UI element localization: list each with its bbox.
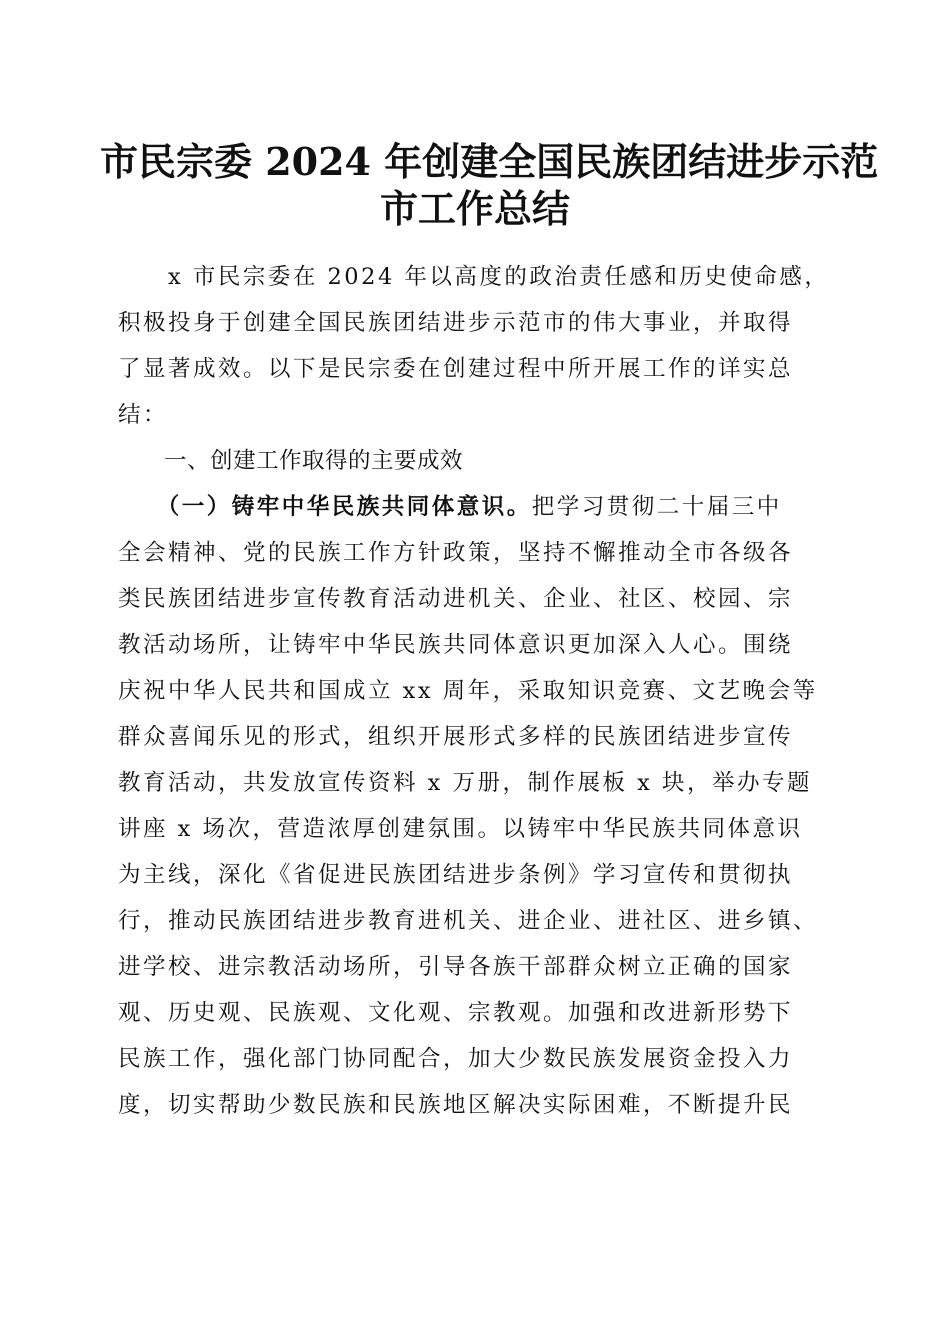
- body-line: 类民族团结进步宣传教育活动进机关、企业、社区、校园、宗: [118, 586, 794, 612]
- body-line: 行，推动民族团结进步教育进机关、进企业、进社区、进乡镇、: [118, 908, 819, 934]
- body-line: 教育活动，共发放宣传资料 x 万册，制作展板 x 块，举办专题: [118, 770, 812, 796]
- intro-line: 积极投身于创建全国民族团结进步示范市的伟大事业，并取得: [118, 310, 794, 336]
- body-line: 进学校、进宗教活动场所，引导各族干部群众树立正确的国家: [118, 954, 794, 980]
- body-line: 度，切实帮助少数民族和民族地区解决实际困难，不断提升民: [118, 1092, 794, 1118]
- body-line: 群众喜闻乐见的形式，组织开展形式多样的民族团结进步宣传: [118, 724, 794, 750]
- title-line-2: 市工作总结: [379, 186, 570, 231]
- intro-line: 结：: [118, 402, 169, 428]
- intro-line: 了显著成效。以下是民宗委在创建过程中所开展工作的详实总: [118, 356, 794, 382]
- body-line: 全会精神、党的民族工作方针政策，坚持不懈推动全市各级各: [118, 540, 794, 566]
- intro-line: x 市民宗委在 2024 年以高度的政治责任感和历史使命感，: [118, 264, 830, 290]
- section-heading: 一、创建工作取得的主要成效: [118, 448, 464, 474]
- document-title: [100, 138, 879, 232]
- document-body: [118, 254, 838, 1128]
- subsection-first-line-text: 把学习贯彻二十届三中: [531, 494, 782, 520]
- subsection-heading: （一）铸牢中华民族共同体意识。: [118, 494, 532, 520]
- body-line: 庆祝中华人民共和国成立 xx 周年，采取知识竞赛、文艺晚会等: [118, 678, 818, 704]
- body-line: 为主线，深化《省促进民族团结进步条例》学习宣传和贯彻执: [118, 862, 794, 888]
- body-line: 讲座 x 场次，营造浓厚创建氛围。以铸牢中华民族共同体意识: [118, 816, 803, 842]
- body-line: 观、历史观、民族观、文化观、宗教观。加强和改进新形势下: [118, 1000, 794, 1026]
- subsection-first-line: [118, 484, 838, 530]
- body-line: 民族工作，强化部门协同配合，加大少数民族发展资金投入力: [118, 1046, 794, 1072]
- body-line: 教活动场所，让铸牢中华民族共同体意识更加深入人心。围绕: [118, 632, 794, 658]
- title-line-1: 市民宗委 2024 年创建全国民族团结进步示范: [100, 139, 879, 184]
